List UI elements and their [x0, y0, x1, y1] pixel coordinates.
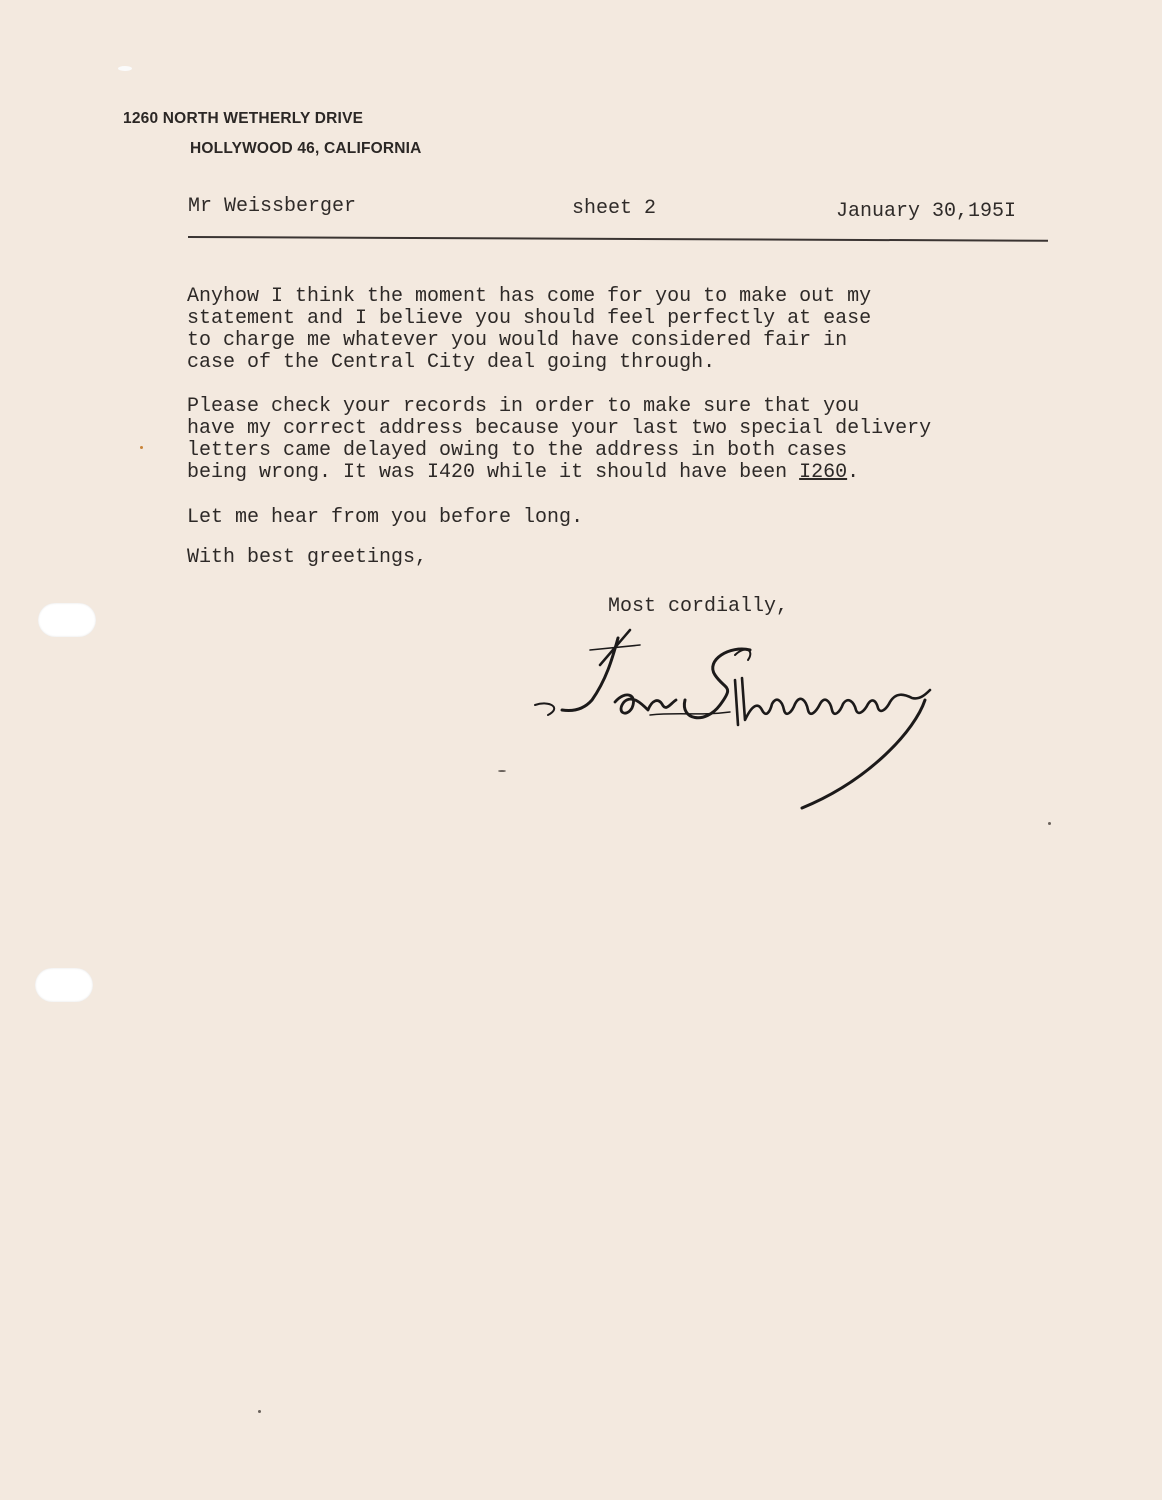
punch-hole [35, 968, 93, 1002]
paragraph-line-suffix: . [847, 461, 860, 484]
letterhead-street: 1260 NORTH WETHERLY DRIVE [123, 110, 364, 127]
sheet-number: sheet 2 [572, 197, 657, 220]
paragraph-line: to charge me whatever you would have considered fair in [187, 329, 848, 352]
punch-hole [38, 603, 96, 637]
letterhead-city: HOLLYWOOD 46, CALIFORNIA [190, 140, 422, 157]
closing-line: Most cordially, [608, 595, 789, 618]
header-rule [188, 236, 1048, 242]
paragraph-2 [187, 396, 1047, 484]
paragraph-line: statement and I believe you should feel perfectly at ease [187, 307, 872, 330]
paragraph-3: Let me hear from you before long. [187, 506, 584, 529]
recipient-name: Mr Weissberger [188, 195, 357, 218]
paper-speck [258, 1410, 261, 1413]
paragraph-line: letters came delayed owing to the address in both cases [187, 439, 848, 462]
paper-speck [498, 770, 506, 772]
paper-speck [1048, 822, 1051, 825]
paragraph-1 [187, 286, 1047, 374]
paragraph-line [187, 462, 1047, 484]
paragraph-line-prefix: being wrong. It was I420 while it should have been [187, 461, 800, 484]
underlined-address-number: I260 [799, 461, 848, 484]
handwritten-signature-icon [520, 620, 960, 820]
paper-speck [140, 446, 143, 449]
paper-speck [118, 66, 132, 71]
letter-date: January 30,195I [836, 200, 1017, 223]
paragraph-line: Anyhow I think the moment has come for you to make out my [187, 285, 872, 308]
paragraph-line: have my correct address because your last two special delivery [187, 417, 932, 440]
paragraph-line: case of the Central City deal going through. [187, 351, 716, 374]
paragraph-4: With best greetings, [187, 546, 428, 569]
paragraph-line: Please check your records in order to make sure that you [187, 395, 860, 418]
